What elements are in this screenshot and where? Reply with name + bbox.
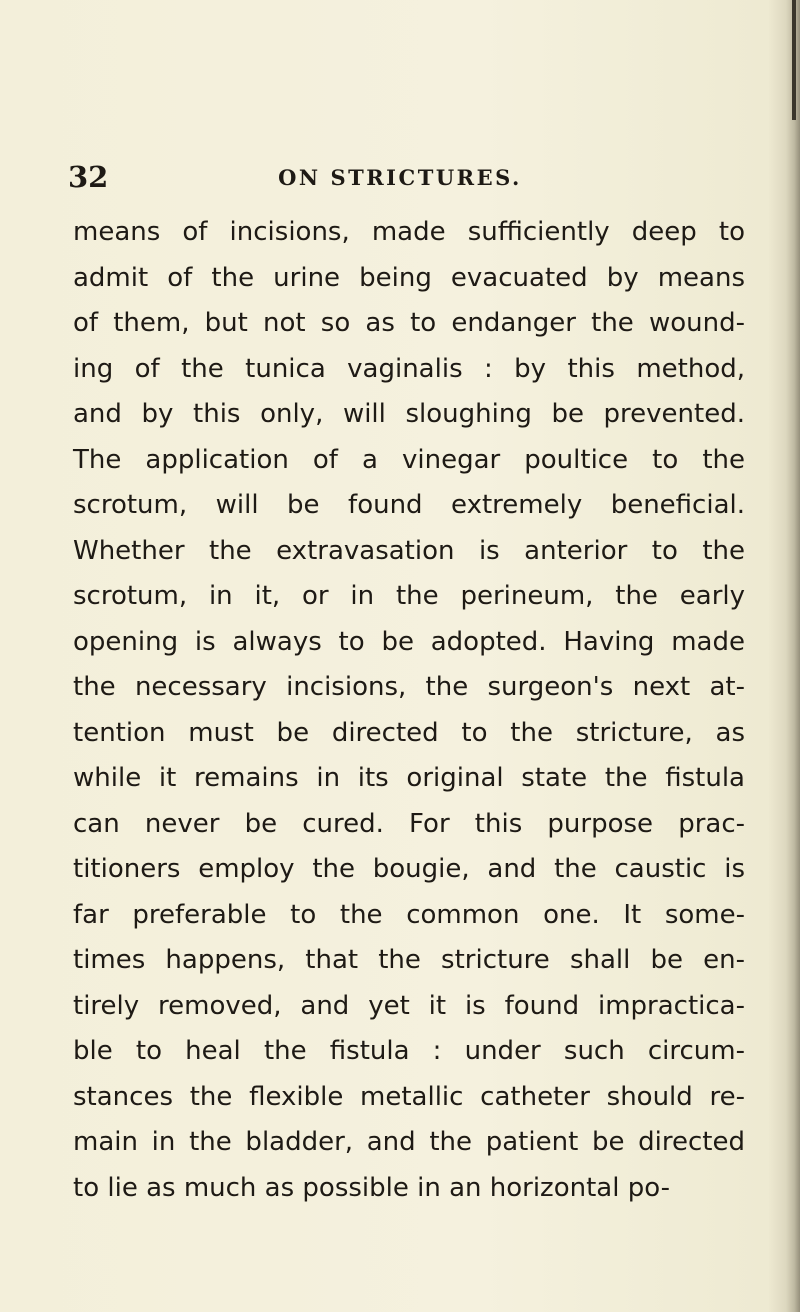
text-line: while it remains in its original state the fistula (73, 763, 745, 793)
text-line: titioners employ the bougie, and the caustic is (73, 854, 745, 884)
running-head: ON STRICTURES. (278, 165, 522, 190)
text-line: far preferable to the common one. It some- (73, 899, 745, 930)
text-line: opening is always to be adopted. Having made (73, 626, 745, 657)
text-line: scrotum, will be found extremely beneficial. (73, 490, 745, 520)
text-line: admit of the urine being evacuated by means (73, 262, 745, 293)
text-line: of them, but not so as to endanger the wound- (73, 308, 745, 338)
text-line: Whether the extravasation is anterior to the (73, 535, 745, 566)
text-line: and by this only, will sloughing be prevented. (73, 399, 745, 429)
text-line: tention must be directed to the stricture, as (73, 717, 745, 748)
text-line: ble to heal the fistula : under such circum- (73, 1036, 745, 1066)
text-line: times happens, that the stricture shall be en- (73, 945, 745, 975)
text-line: can never be cured. For this purpose prac- (73, 808, 745, 839)
page-edge-binding (792, 0, 796, 120)
text-line: The application of a vinegar poultice to the (73, 444, 745, 475)
text-line: tirely removed, and yet it is found impractica- (73, 990, 745, 1021)
text-line: ing of the tunica vaginalis : by this method, (73, 353, 745, 384)
page-header (0, 160, 800, 200)
text-line: means of incisions, made sufficiently deep to (73, 217, 745, 247)
text-line: main in the bladder, and the patient be directed (73, 1127, 745, 1157)
page-number: 32 (68, 160, 109, 194)
text-line: scrotum, in it, or in the perineum, the early (73, 581, 745, 611)
body-text (73, 210, 745, 1211)
text-line: the necessary incisions, the surgeon's next at- (73, 672, 745, 702)
text-line: stances the flexible metallic catheter should re- (73, 1081, 745, 1112)
text-line: to lie as much as possible in an horizontal po- (73, 1172, 670, 1203)
